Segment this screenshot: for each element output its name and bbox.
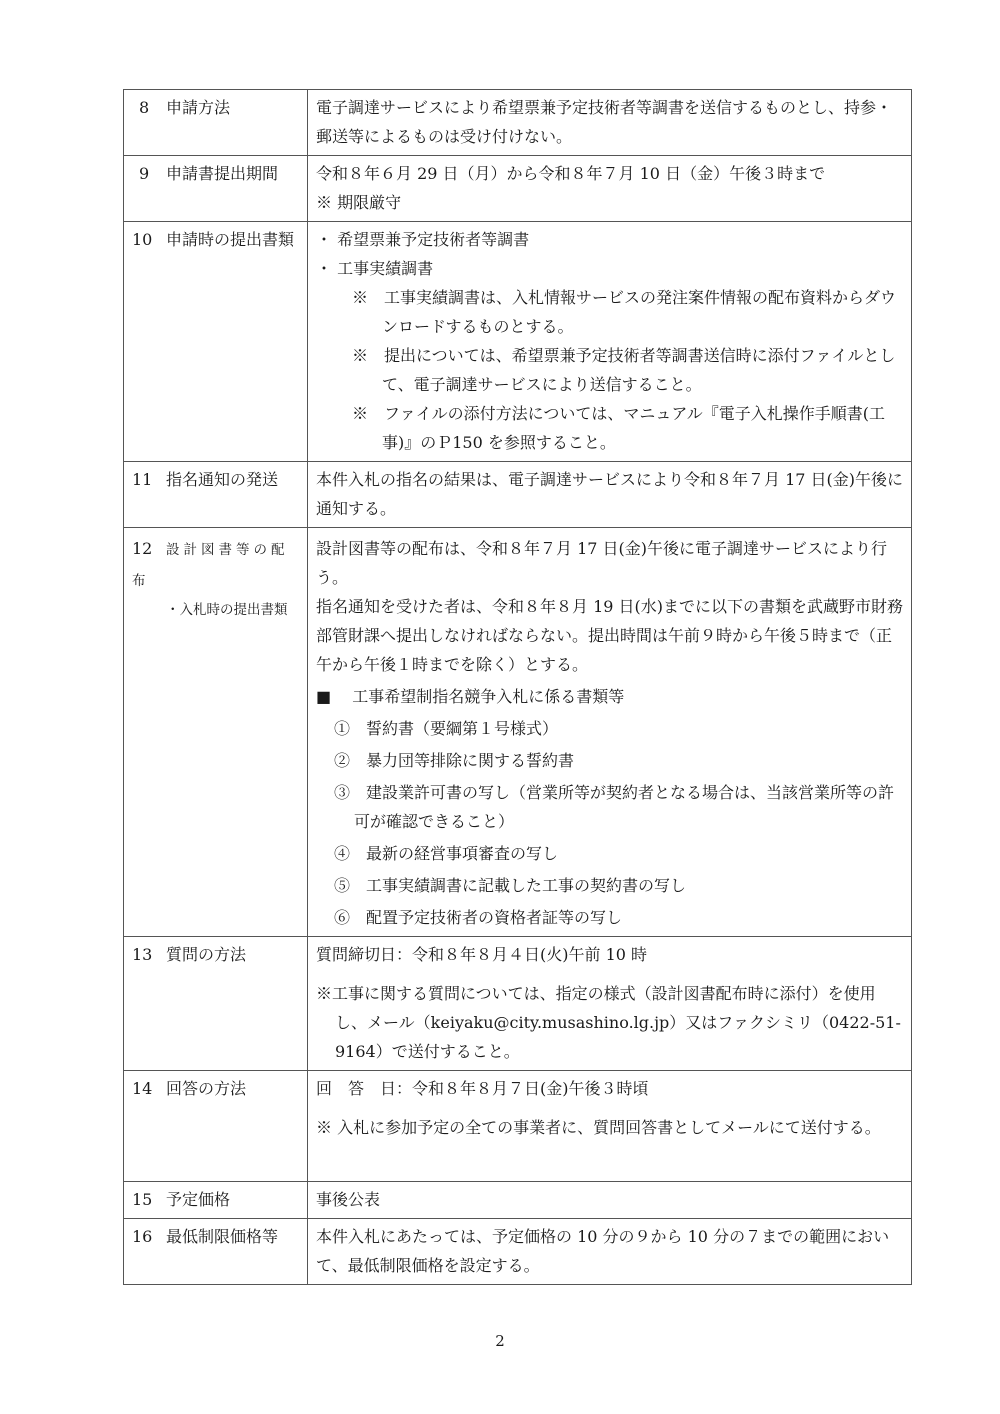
row-number: 9 xyxy=(139,164,150,183)
row-number: 8 xyxy=(139,98,150,117)
list-item: ① 誓約書（要綱第１号様式） xyxy=(334,719,559,738)
row-title: 申請方法 xyxy=(166,98,231,117)
row-number: 16 xyxy=(132,1227,153,1246)
row-content xyxy=(308,937,912,1071)
row-content xyxy=(308,1182,912,1219)
row-title: 申請時の提出書類 xyxy=(166,230,295,249)
row-title-sub: ・入札時の提出書類 xyxy=(166,602,288,618)
table-row xyxy=(124,528,912,937)
row-label xyxy=(124,1071,308,1182)
row-number: 10 xyxy=(132,230,153,249)
row-content xyxy=(308,1071,912,1182)
note-item: ※ ファイルの添付方法については、マニュアル『電子入札操作手順書(工事)』のＰ150 を参照すること。 xyxy=(352,404,885,452)
row-title: 最低制限価格等 xyxy=(166,1227,279,1246)
table-row xyxy=(124,937,912,1071)
row-label xyxy=(124,937,308,1071)
table-row xyxy=(124,462,912,528)
row-content xyxy=(308,528,912,937)
row-text: 本件入札にあたっては、予定価格の 10 分の９から 10 分の７までの範囲において、最低制限価格を設定する。 xyxy=(316,1227,890,1275)
row-text: 電子調達サービスにより希望票兼予定技術者等調書を送信するものとし、持参・郵送等によるものは受け付けない。 xyxy=(316,98,893,146)
row-title: 指名通知の発送 xyxy=(166,470,279,489)
row-number: 11 xyxy=(132,470,153,489)
row-label xyxy=(124,462,308,528)
table-row xyxy=(124,156,912,222)
row-label xyxy=(124,90,308,156)
row-content xyxy=(308,1219,912,1285)
list-item: ④ 最新の経営事項審査の写し xyxy=(334,844,559,863)
note-item: ※ 提出については、希望票兼予定技術者等調書送信時に添付ファイルとして、電子調達サービスにより送信すること。 xyxy=(352,346,896,394)
question-note: ※工事に関する質問については、指定の様式（設計図書配布時に添付）を使用し、メール（keiyaku@city.musashino.lg.jp）又はファクシミリ（0422-51-9164）で送付すること。 xyxy=(316,984,901,1061)
list-item: ③ 建設業許可書の写し（営業所等が契約者となる場合は、当該営業所等の許可が確認できること） xyxy=(334,783,895,831)
row-label xyxy=(124,528,308,937)
answer-date: 回 答 日：令和８年８月７日(金)午後３時頃 xyxy=(316,1079,649,1098)
specification-table xyxy=(123,89,912,1285)
row-number: 15 xyxy=(132,1190,153,1209)
row-number: 14 xyxy=(132,1079,153,1098)
row-title: 予定価格 xyxy=(166,1190,231,1209)
list-item: ・ 工事実績調書 xyxy=(316,259,434,278)
row-title: 申請書提出期間 xyxy=(166,164,279,183)
row-title: 設計図書等の配布 xyxy=(132,542,289,589)
question-deadline: 質問締切日：令和８年８月４日(火)午前 10 時 xyxy=(316,945,648,964)
list-item: ・ 希望票兼予定技術者等調書 xyxy=(316,230,530,249)
row-content xyxy=(308,90,912,156)
page-number: 2 xyxy=(495,1332,505,1350)
row-title: 回答の方法 xyxy=(166,1079,247,1098)
row-content xyxy=(308,222,912,462)
list-item: ② 暴力団等排除に関する誓約書 xyxy=(334,751,575,770)
row-number: 12 xyxy=(132,539,153,558)
submission-text: 指名通知を受けた者は、令和８年８月 19 日(水)までに以下の書類を武蔵野市財務部管財課へ提出しなければならない。提出時間は午前９時から午後５時まで（正午から午後１時までを除く）とする。 xyxy=(316,597,904,674)
documents-heading: ■ 工事希望制指名競争入札に係る書類等 xyxy=(316,687,625,706)
row-label xyxy=(124,222,308,462)
row-number: 13 xyxy=(132,945,153,964)
table-row xyxy=(124,90,912,156)
list-item: ⑤ 工事実績調書に記載した工事の契約書の写し xyxy=(334,876,687,895)
row-label xyxy=(124,1182,308,1219)
table-row xyxy=(124,1071,912,1182)
list-item: ⑥ 配置予定技術者の資格者証等の写し xyxy=(334,908,623,927)
table-row xyxy=(124,222,912,462)
row-text: 令和８年６月 29 日（月）から令和８年７月 10 日（金）午後３時まで xyxy=(316,164,826,183)
row-content xyxy=(308,156,912,222)
note-item: ※ 工事実績調書は、入札情報サービスの発注案件情報の配布資料からダウンロードするものとする。 xyxy=(352,288,897,336)
row-title: 質問の方法 xyxy=(166,945,247,964)
distribution-text: 設計図書等の配布は、令和８年７月 17 日(金)午後に電子調達サービスにより行う。 xyxy=(316,539,888,587)
table-row xyxy=(124,1219,912,1285)
row-text: 事後公表 xyxy=(316,1190,381,1209)
answer-note: ※ 入札に参加予定の全ての事業者に、質問回答書としてメールにて送付する。 xyxy=(316,1118,881,1137)
row-content xyxy=(308,462,912,528)
deadline-note: ※ 期限厳守 xyxy=(316,193,402,212)
row-label xyxy=(124,156,308,222)
table-row xyxy=(124,1182,912,1219)
row-text: 本件入札の指名の結果は、電子調達サービスにより令和８年７月 17 日(金)午後に通知する。 xyxy=(316,470,904,518)
row-label xyxy=(124,1219,308,1285)
